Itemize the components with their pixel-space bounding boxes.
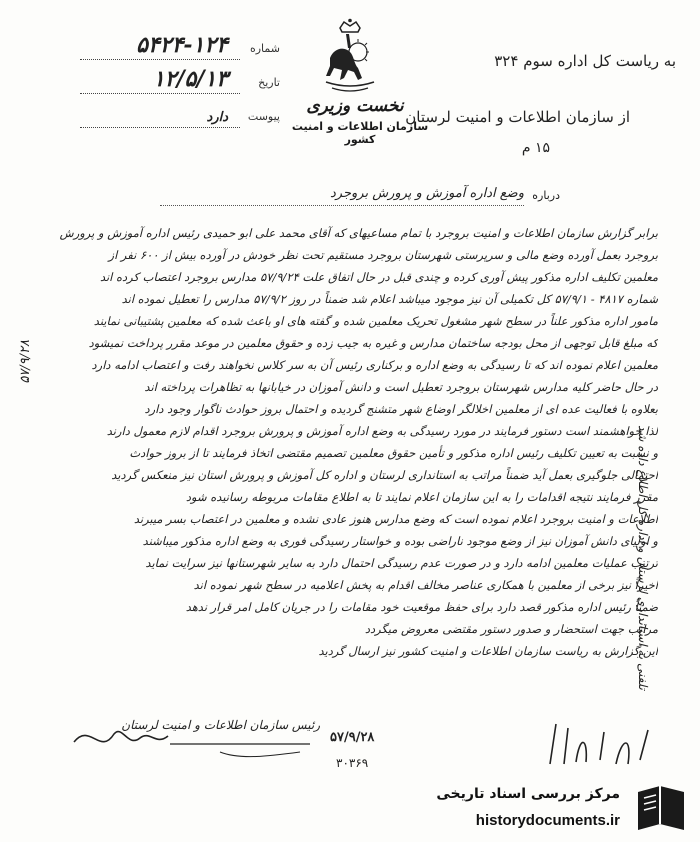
attachment-row bbox=[60, 102, 280, 132]
body-line: که مبلغ قابل توجهی از محل بودجه ساختمان مدارس و غیره به جیب زده و حقوق معلمین در موعد مقرر پرداخت نمیشود bbox=[88, 336, 658, 350]
watermark-name: مرکز بررسی اسناد تاریخی bbox=[436, 786, 620, 802]
document-meta bbox=[60, 34, 280, 134]
body-line: اطلاعات و امنیت بروجرد اعلام نموده است که وضع مدارس هنوز عادی نشده و معلمین در اعتصاب بسر میبرند bbox=[133, 512, 658, 526]
recipient-line-3: ۱۵ م bbox=[521, 140, 550, 156]
body-line: معلمین اعلام نموده اند که تا رسیدگی به وضع اداره و برکناری رئیس آن به سر کلاس نخواهند رفت و اعتصاب ادامه دارد bbox=[91, 358, 658, 372]
letter-body bbox=[38, 222, 658, 662]
body-line: بروجرد بعمل آورده وضع مالی و سرپرستی شهرستان بروجرد مستقیم تحت نظر خودش در آورده بیش از ۶۰۰ نفر از bbox=[108, 248, 658, 262]
recipient-line-1: به ریاست کل اداره سوم ۳۲۴ bbox=[494, 52, 676, 70]
body-line: لذا خواهشمند است دستور فرمایند در مورد رسیدگی به وضع اداره آموزش و پرورش بروجرد اقدام لازم معمول دارند bbox=[106, 424, 658, 438]
body-line: اخیراً نیز برخی از معلمین با همکاری عناصر مخالف اقدام به پخش اعلامیه در سطح شهر نموده اند bbox=[193, 578, 658, 592]
body-line: معلمین تکلیف اداره مذکور پیش آوری کرده و چندی قبل در حال اتفاق علت ۵۷/۹/۲۴ مدارس بروجرد اعتصاب کرده اند bbox=[99, 270, 658, 284]
body-line: شماره ۴۸۱۷ - ۵۷/۹/۱ کل تکمیلی آن نیز موجود میباشد اعلام شد ضمناً در روز ۵۷/۹/۲ مدارس را تعطیل نموده اند bbox=[121, 292, 658, 306]
stamp-date: ۵۷/۹/۲۸ bbox=[330, 730, 375, 745]
body-line: و اولیای دانش آموزان نیز از وضع موجود ناراضی بوده و خواستار رسیدگی فوری به وضع اداره مذکور میباشند bbox=[142, 534, 658, 548]
subject-text: وضع اداره آموزش و پرورش بروجرد bbox=[330, 186, 524, 201]
watermark-url: historydocuments.ir bbox=[475, 812, 620, 829]
body-line: این گزارش به ریاست سازمان اطلاعات و امنیت کشور نیز ارسال گردید bbox=[318, 644, 658, 658]
initials-scribble-icon bbox=[540, 714, 660, 774]
signature-title: رئیس سازمان اطلاعات و امنیت لرستان bbox=[121, 718, 320, 732]
date-value: ۱۲/۵/۱۳ bbox=[152, 66, 228, 92]
archive-book-logo-icon bbox=[632, 782, 690, 836]
number-row bbox=[60, 34, 280, 64]
subject-label: درباره bbox=[532, 189, 560, 202]
subject-line bbox=[160, 186, 560, 208]
lion-and-sun-emblem-icon bbox=[318, 18, 382, 96]
body-line: در حال حاضر کلیه مدارس شهرستان بروجرد تعطیل است و دانش آموزان در خیابانها به تظاهرات پرداخته اند bbox=[144, 380, 658, 394]
body-line: بعلاوه با فعالیت عده ای از معلمین اخلالگر اوضاع شهر متشنج گردیده و احتمال بروز حوادث ناگوار وجود دارد bbox=[144, 402, 658, 416]
recipient-line-2: از سازمان اطلاعات و امنیت لرستان bbox=[405, 108, 630, 126]
body-line: مراتب جهت استحضار و صدور دستور مقتضی معروض میگردد bbox=[364, 622, 658, 636]
body-line: مامور اداره مذکور علناً در سطح شهر مشغول تحریک معلمین شده و گفته های او باعث شده که معلمین پشتیبانی نمایند bbox=[93, 314, 658, 328]
body-line: مقرر فرمایند نتیجه اقدامات را به این سازمان اعلام نمایند تا به اطلاع مقامات مربوطه رسانیده شود bbox=[185, 490, 658, 504]
body-line: و نسبت به تعیین تکلیف رئیس اداره مذکور و تأمین حقوق معلمین تصمیم مقتضی اتخاذ فرمایند تا از بروز حوادث bbox=[129, 446, 658, 460]
stamp-number: ۳۰۳۶۹ bbox=[336, 756, 369, 770]
registration-stamp bbox=[330, 730, 460, 780]
attachment-label: پیوست bbox=[247, 110, 280, 123]
date-row bbox=[60, 68, 280, 98]
body-line: برابر گزارش سازمان اطلاعات و امنیت بروجرد با تمام مساعیهای که آقای محمد علی ابو حمیدی رئیس اداره آموزش و پرورش bbox=[59, 226, 658, 240]
date-label: تاریخ bbox=[258, 76, 280, 89]
attachment-value: دارد bbox=[206, 110, 228, 125]
prime-ministry-title: نخست وزیری bbox=[306, 96, 404, 116]
number-label: شماره bbox=[249, 42, 280, 55]
body-line: احتمالی جلوگیری بعمل آید ضمناً مراتب به استانداری لرستان و اداره کل آموزش و پرورش استان نیز منعکس گردید bbox=[111, 468, 658, 482]
margin-date: ۵۷/۹/۲۸ bbox=[18, 340, 33, 384]
margin-note: تلفنی به استانداری لرستان و اداره کل اطلاع داده شد bbox=[636, 425, 650, 690]
agency-name: سازمان اطلاعات و امنیت کشور bbox=[291, 120, 429, 146]
body-line: ترتیب عملیات معلمین ادامه دارد و در صورت عدم رسیدگی احتمال دارد به سایر شهرستانها نیز سرایت نماید bbox=[145, 556, 658, 570]
number-value: ۵۴۲۴-۱۲۴ bbox=[136, 32, 228, 58]
body-line: ضمناً رئیس اداره مذکور قصد دارد برای حفظ موقعیت خود مقامات را در جریان کامل امر قرار ندهد bbox=[185, 600, 658, 614]
signature-area bbox=[70, 712, 320, 772]
